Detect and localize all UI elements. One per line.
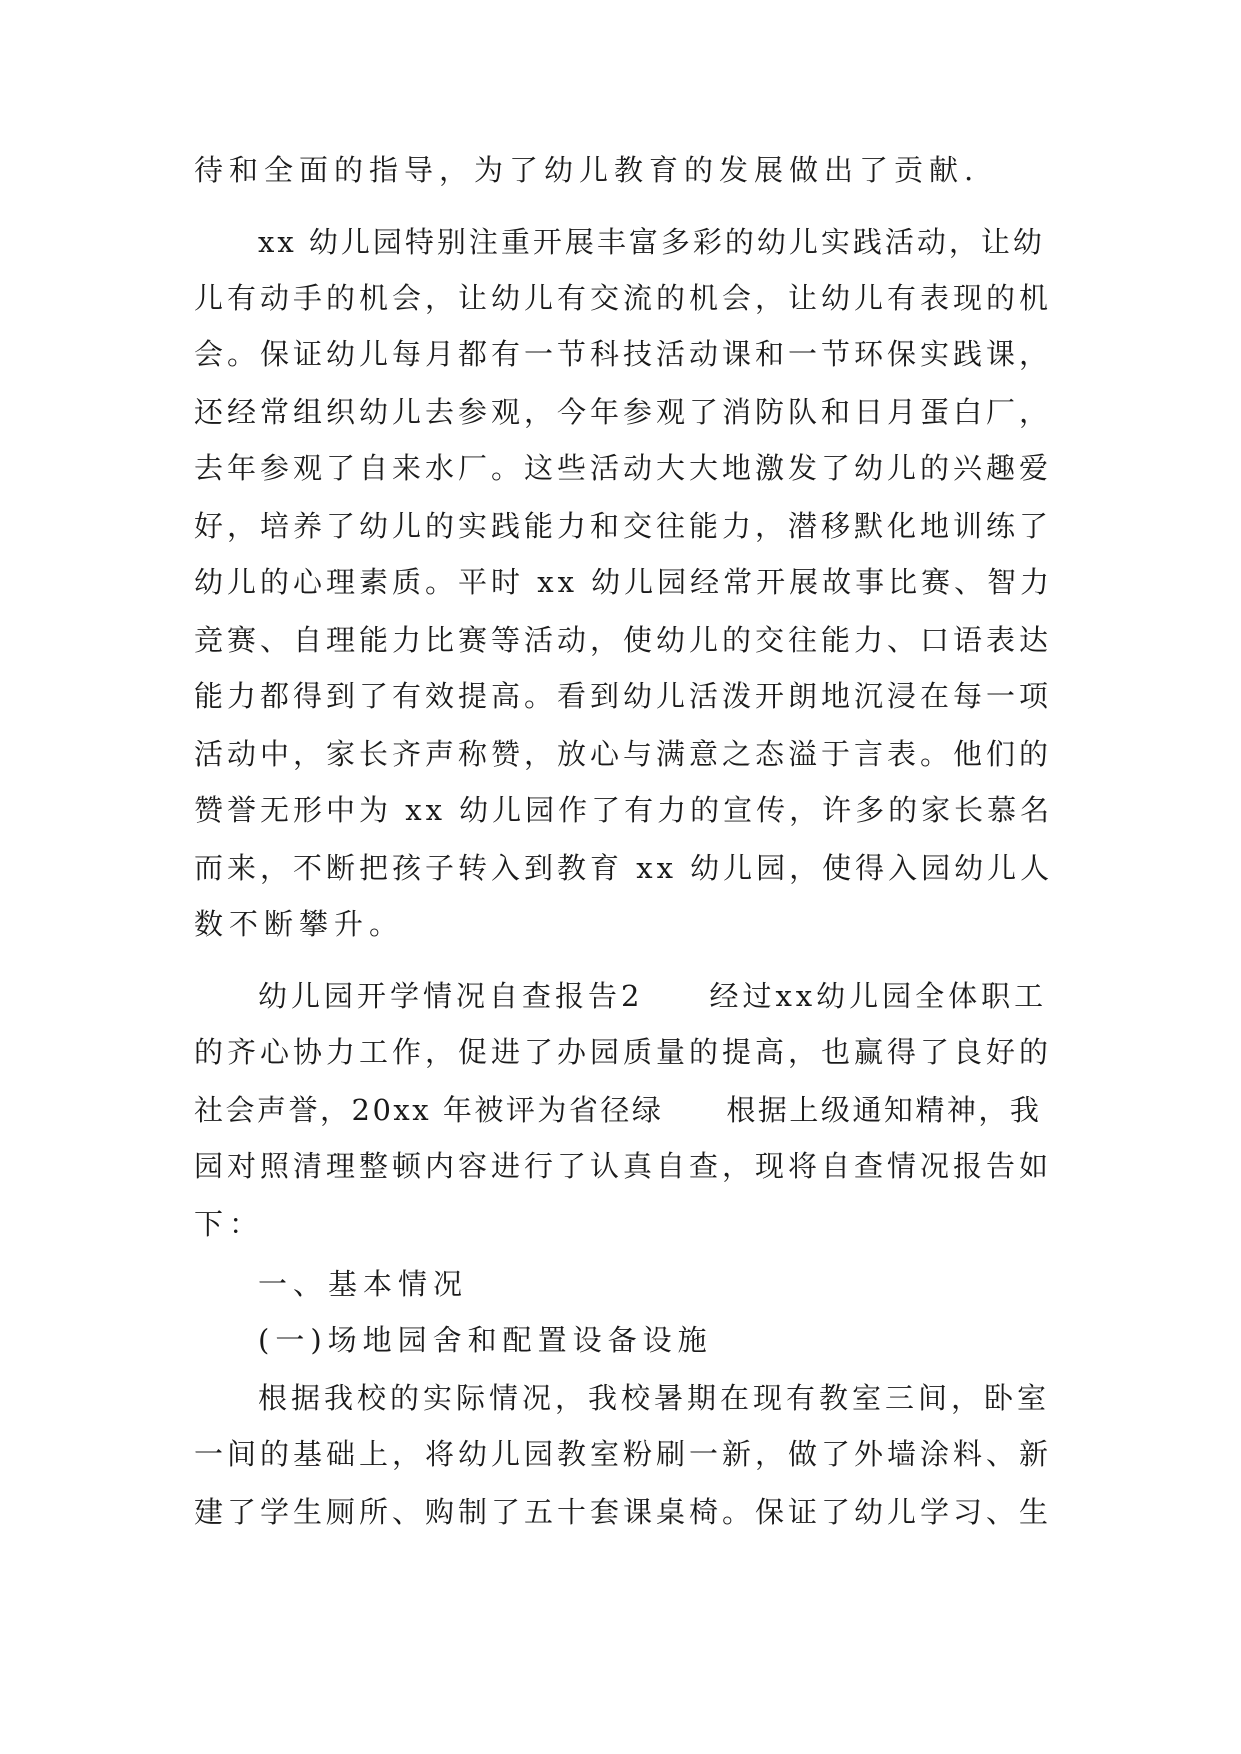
text-line: 社会声誉，20xx 年被评为省径绿 根据上级通知精神，我 — [194, 1093, 1042, 1127]
text-line: xx 幼儿园特别注重开展丰富多彩的幼儿实践活动，让幼 — [258, 225, 1045, 259]
text-line: 赞誉无形中为 xx 幼儿园作了有力的宣传，许多的家长慕名 — [194, 793, 1054, 827]
text-line: 好，培养了幼儿的实践能力和交往能力，潜移默化地训练了 — [194, 509, 1053, 543]
text-line: 能力都得到了有效提高。看到幼儿活泼开朗地沉浸在每一项 — [194, 679, 1053, 713]
text-line: 儿有动手的机会，让幼儿有交流的机会，让幼儿有表现的机 — [194, 281, 1053, 315]
text-line: 竞赛、自理能力比赛等活动，使幼儿的交往能力、口语表达 — [194, 623, 1053, 657]
text-line: 还经常组织幼儿去参观，今年参观了消防队和日月蛋白厂， — [194, 395, 1053, 429]
section-title-line: 幼儿园开学情况自查报告2 经过xx幼儿园全体职工 — [258, 979, 1048, 1013]
text-line: 而来，不断把孩子转入到教育 xx 幼儿园，使得入园幼儿人 — [194, 851, 1054, 885]
section-heading: 一、基本情况 — [258, 1267, 469, 1301]
text-line: 会。保证幼儿每月都有一节科技活动课和一节环保实践课， — [194, 337, 1053, 371]
text-line: 活动中，家长齐声称赞，放心与满意之态溢于言表。他们的 — [194, 737, 1053, 771]
subsection-heading: (一)场地园舍和配置设备设施 — [258, 1323, 713, 1357]
text-line: 幼儿的心理素质。平时 xx 幼儿园经常开展故事比赛、智力 — [194, 565, 1054, 599]
text-line: 建了学生厕所、购制了五十套课桌椅。保证了幼儿学习、生 — [194, 1495, 1053, 1529]
text-line: 待和全面的指导，为了幼儿教育的发展做出了贡献. — [194, 153, 980, 187]
text-line: 的齐心协力工作，促进了办园质量的提高，也赢得了良好的 — [194, 1035, 1053, 1069]
text-line: 去年参观了自来水厂。这些活动大大地激发了幼儿的兴趣爱 — [194, 451, 1053, 485]
text-line: 下： — [194, 1207, 265, 1241]
text-line: 园对照清理整顿内容进行了认真自查，现将自查情况报告如 — [194, 1149, 1053, 1183]
text-line: 数不断攀升。 — [194, 907, 405, 941]
text-line: 根据我校的实际情况，我校暑期在现有教室三间，卧室 — [258, 1381, 1051, 1415]
text-line: 一间的基础上，将幼儿园教室粉刷一新，做了外墙涂料、新 — [194, 1437, 1053, 1471]
